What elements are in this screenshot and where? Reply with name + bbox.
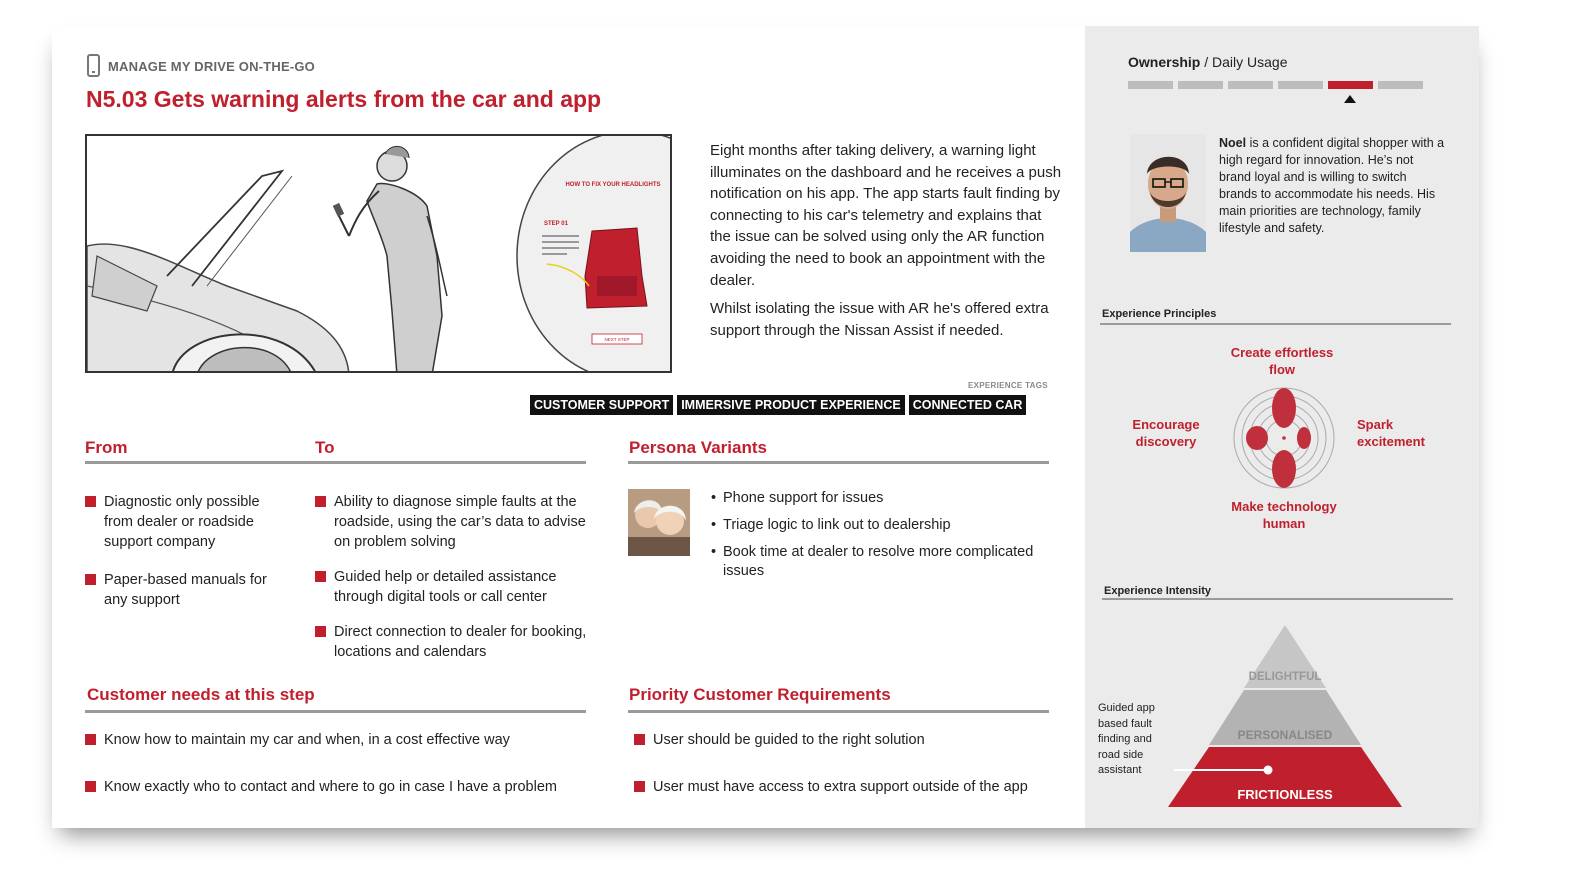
storyboard-sketch bbox=[87, 136, 672, 373]
list-item: User must have access to extra support outside of the app bbox=[634, 777, 1074, 797]
principle-right: Spark excitement bbox=[1357, 417, 1425, 449]
from-to-rule bbox=[85, 461, 586, 464]
principles-target-diagram bbox=[1232, 386, 1336, 490]
tag-customer-support: CUSTOMER SUPPORT bbox=[530, 395, 673, 415]
journey-progress-segment bbox=[1328, 81, 1373, 89]
intensity-pyramid bbox=[1168, 625, 1402, 808]
list-item: • Triage logic to link out to dealership bbox=[711, 516, 1056, 535]
list-item: Paper-based manuals for any support bbox=[85, 570, 285, 610]
story-text bbox=[710, 140, 1066, 348]
customer-needs-heading: Customer needs at this step bbox=[87, 685, 315, 704]
priority-requirements-rule bbox=[628, 710, 1049, 713]
story-paragraph-2: Whilst isolating the issue with AR he's offered extra support through the Nissan Assist if needed. bbox=[710, 300, 1049, 339]
journey-progress-segment bbox=[1178, 81, 1223, 89]
illus-next-button: NEXT STEP bbox=[604, 337, 630, 342]
phone-icon bbox=[87, 54, 100, 77]
journey-stage bbox=[1128, 54, 1288, 70]
from-heading: From bbox=[85, 438, 128, 457]
customer-needs-rule bbox=[85, 710, 586, 713]
experience-intensity-rule bbox=[1102, 598, 1453, 600]
experience-principles-heading: Experience Principles bbox=[1102, 308, 1217, 320]
principle-left: Encourage discovery bbox=[1132, 417, 1200, 449]
journey-stage-bold: Ownership bbox=[1128, 54, 1201, 70]
intensity-level-personalised: PERSONALISED bbox=[1237, 728, 1333, 742]
to-heading: To bbox=[315, 438, 335, 457]
principle-bottom: Make technology human bbox=[1231, 499, 1337, 531]
priority-requirements-list bbox=[634, 730, 1074, 797]
list-item: User should be guided to the right solution bbox=[634, 730, 1074, 750]
list-item: Guided help or detailed assistance through digital tools or call center bbox=[315, 567, 587, 607]
priority-requirements-heading: Priority Customer Requirements bbox=[629, 685, 891, 704]
story-paragraph-1: Eight months after taking delivery, a warning light illuminates on the dashboard and he receives a push notification on his app. The app starts fault finding by connecting to his car's telemetry and explains that the issue can be solved using only the AR function avoiding the need to book an appointment with the dealer. bbox=[710, 142, 1062, 289]
list-item: Direct connection to dealer for booking, locations and calendars bbox=[315, 622, 587, 662]
persona-variants-list bbox=[711, 489, 1056, 589]
section-kicker: MANAGE MY DRIVE ON-THE-GO bbox=[108, 59, 315, 74]
persona-variants-rule bbox=[628, 461, 1049, 464]
illus-screen-title: HOW TO FIX YOUR HEADLIGHTS bbox=[565, 182, 661, 188]
page-title: N5.03 Gets warning alerts from the car and app bbox=[86, 86, 602, 112]
persona-variants-heading: Persona Variants bbox=[629, 438, 767, 457]
intensity-level-frictionless: FRICTIONLESS bbox=[1237, 787, 1333, 802]
persona-variant-photo bbox=[628, 489, 690, 556]
journey-progress-segment bbox=[1128, 81, 1173, 89]
list-item: Ability to diagnose simple faults at the roadside, using the car’s data to advise on problem solving bbox=[315, 492, 587, 552]
experience-intensity-heading: Experience Intensity bbox=[1104, 585, 1211, 597]
journey-progress-segment bbox=[1278, 81, 1323, 89]
list-item: Know how to maintain my car and when, in a cost effective way bbox=[85, 730, 605, 750]
list-item: • Book time at dealer to resolve more complicated issues bbox=[711, 543, 1056, 581]
experience-tags bbox=[530, 395, 1026, 415]
tag-immersive-product-experience: IMMERSIVE PRODUCT EXPERIENCE bbox=[677, 395, 904, 415]
couple-photo-image bbox=[628, 489, 690, 556]
current-stage-pointer-icon bbox=[1344, 95, 1356, 103]
journey-progress-segment bbox=[1228, 81, 1273, 89]
storyboard-illustration bbox=[85, 134, 672, 373]
illus-step-label: STEP 01 bbox=[544, 221, 568, 227]
from-list bbox=[85, 492, 285, 610]
list-item: Diagnostic only possible from dealer or roadside support company bbox=[85, 492, 285, 552]
principle-top: Create effortless flow bbox=[1230, 345, 1334, 377]
intensity-level-delightful: DELIGHTFUL bbox=[1248, 671, 1322, 683]
persona-description-text: is a confident digital shopper with a high regard for innovation. He’s not brand loyal and is willing to switch brands to accommodate his needs. His main priorities are technology, family lifestyle and safety. bbox=[1219, 136, 1445, 235]
persona-name: Noel bbox=[1219, 136, 1247, 150]
persona-description bbox=[1219, 135, 1445, 237]
journey-stage-separator: / bbox=[1200, 54, 1213, 70]
journey-stage-rest: Daily Usage bbox=[1212, 54, 1288, 70]
avatar bbox=[1130, 134, 1206, 252]
persona-photo-image bbox=[1130, 134, 1206, 252]
intensity-note: Guided app based fault finding and road side assistant bbox=[1098, 702, 1155, 776]
to-list bbox=[315, 492, 587, 662]
experience-tags-label: EXPERIENCE TAGS bbox=[968, 381, 1048, 390]
tag-connected-car: CONNECTED CAR bbox=[909, 395, 1027, 415]
journey-progress bbox=[1128, 81, 1423, 89]
list-item: • Phone support for issues bbox=[711, 489, 1056, 508]
list-item: Know exactly who to contact and where to go in case I have a problem bbox=[85, 777, 605, 797]
customer-needs-list bbox=[85, 730, 605, 797]
experience-principles-rule bbox=[1100, 323, 1451, 325]
journey-progress-segment bbox=[1378, 81, 1423, 89]
